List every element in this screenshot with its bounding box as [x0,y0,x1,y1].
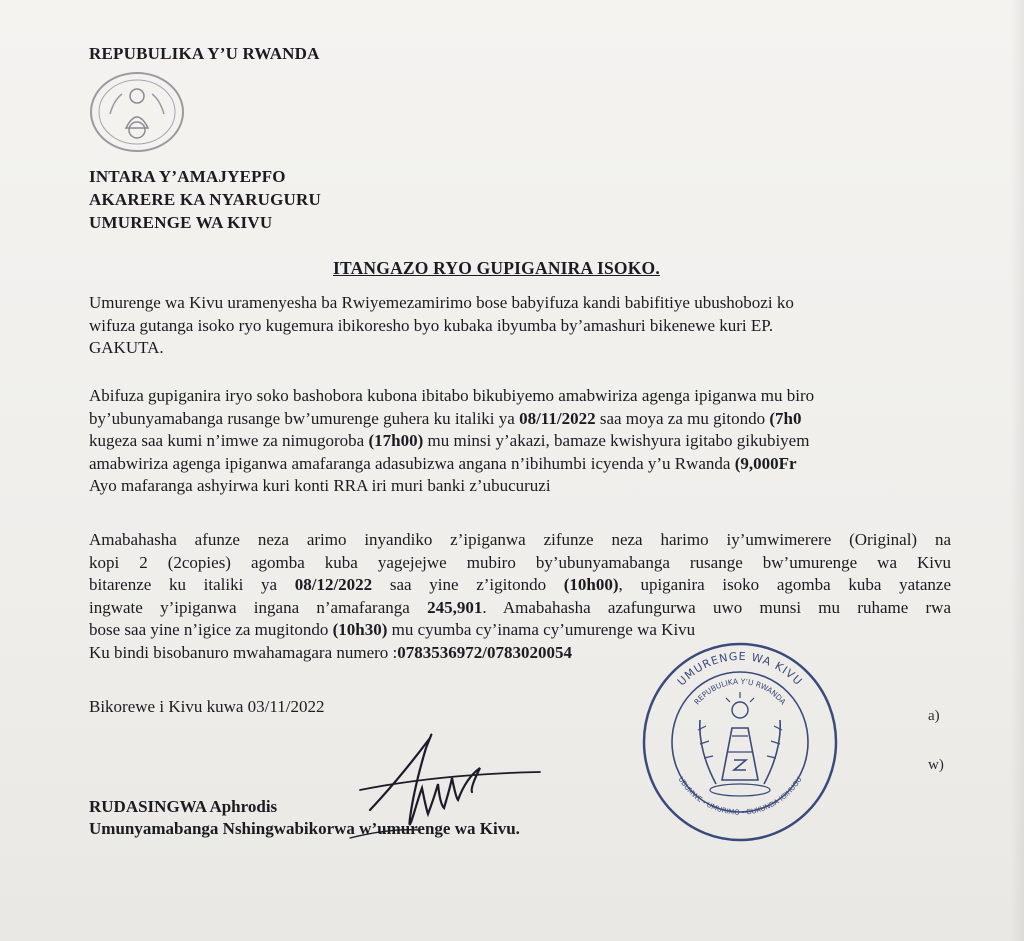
tender-line-4: amabwiriza agenga ipiganwa amafaranga adasubizwa angana n’ibihumbi icyenda y’u Rwanda (9,000Fr [89,453,797,473]
submission-line-2: kopi 2 (2copies) agomba kuba yagejejwe mubiro by’ubunyamabanga rusange bw’umurenge wa Kivu [89,552,951,572]
country-heading: REPUBULIKA Y’U RWANDA [89,44,320,63]
submission-line-5: bose saa yine n’igice za mugitondo (10h30) mu cyumba cy’inama cy’umurenge wa Kivu [89,620,696,639]
deadline-time: (10h00) [563,575,619,594]
svg-text:REPUBULIKA Y’U RWANDA: REPUBULIKA Y’U RWANDA [692,676,788,707]
bid-security-amount: 245,901 [427,597,483,617]
rwanda-seal-emblem [88,70,186,154]
sector-heading: UMURENGE WA KIVU [89,213,273,232]
signer-name: RUDASINGWA Aphrodis [89,797,278,816]
notice-title: ITANGAZO RYO GUPIGANIRA ISOKO. [333,258,660,278]
signer-block [89,796,520,840]
tender-line-2: by’ubunyamabanga rusange bw’umurenge guhera ku italiki ya 08/11/2022 saa moya za mu gitondo (7h0 [89,408,802,428]
intro-line-3: GAKUTA. [89,338,164,357]
end-time: (17h00) [368,431,424,450]
province-heading: INTARA Y’AMAJYEPFO [89,167,286,186]
edge-mark-1: a) [928,708,940,724]
deadline-date: 08/12/2022 [294,575,373,594]
submission-line-3: bitarenze ku italiki ya 08/12/2022 saa yine z’igitondo (10h00), upiganira isoko agomba kuba yatanze [89,575,951,594]
document-fee: (9,000Fr [734,453,797,473]
svg-text:UBUMWE - UMURIMO - GUKUNDA IGI: UBUMWE - UMURIMO - GUKUNDA IGIHUGU [676,775,804,817]
tender-line-3: kugeza saa kumi n’imwe za nimugoroba (17h00) mu minsi y’akazi, bamaze kwishyura igitabo gikubiyem [89,431,810,450]
page-edge-shadow [1010,0,1024,941]
submission-line-1: Amabahasha afunze neza arimo inyandiko z’ipiganwa zifunze neza harimo iy’umwimerere (Original) na [89,530,951,549]
start-time: (7h0 [769,408,802,428]
intro-paragraph [89,292,989,360]
tender-line-5: Ayo mafaranga ashyirwa kuri konti RRA iri muri banki z’ubucuruzi [89,476,551,495]
district-heading: AKARERE KA NYARUGURU [89,190,321,209]
submission-line-4: ingwate y’ipiganwa ingana n’amafaranga 245,901. Amabahasha azafungurwa uwo munsi mu ruhame rwa [89,597,951,617]
signer-role: Umunyamabanga Nshingwabikorwa w’umurenge wa Kivu. [89,819,520,838]
intro-line-1: Umurenge wa Kivu uramenyesha ba Rwiyemezamirimo bose babyifuza kandi babifitiye ubushobozi ko [89,293,794,312]
intro-line-2: wifuza gutanga isoko ryo kugemura ibikoresho byo kubaka ibyumba by’amashuri bikenewe kuri EP. [89,315,774,335]
svg-text:UMURENGE WA KIVU: UMURENGE WA KIVU [674,649,806,689]
issue-date-line: Bikorewe i Kivu kuwa 03/11/2022 [89,697,325,716]
phone-numbers: 0783536972/0783020054 [397,642,573,662]
official-stamp [640,640,840,845]
submission-line-6: Ku bindi bisobanuro mwahamagara numero :0783536972/0783020054 [89,642,573,662]
tender-line-1: Abifuza gupiganira iryo soko bashobora kubona ibitabo bikubiyemo amabwiriza agenga ipiganwa mu biro [89,386,815,405]
tender-documents-paragraph [89,385,1024,498]
edge-mark-2: w) [928,757,944,773]
start-date: 08/11/2022 [519,408,596,428]
opening-time: (10h30) [332,620,388,639]
